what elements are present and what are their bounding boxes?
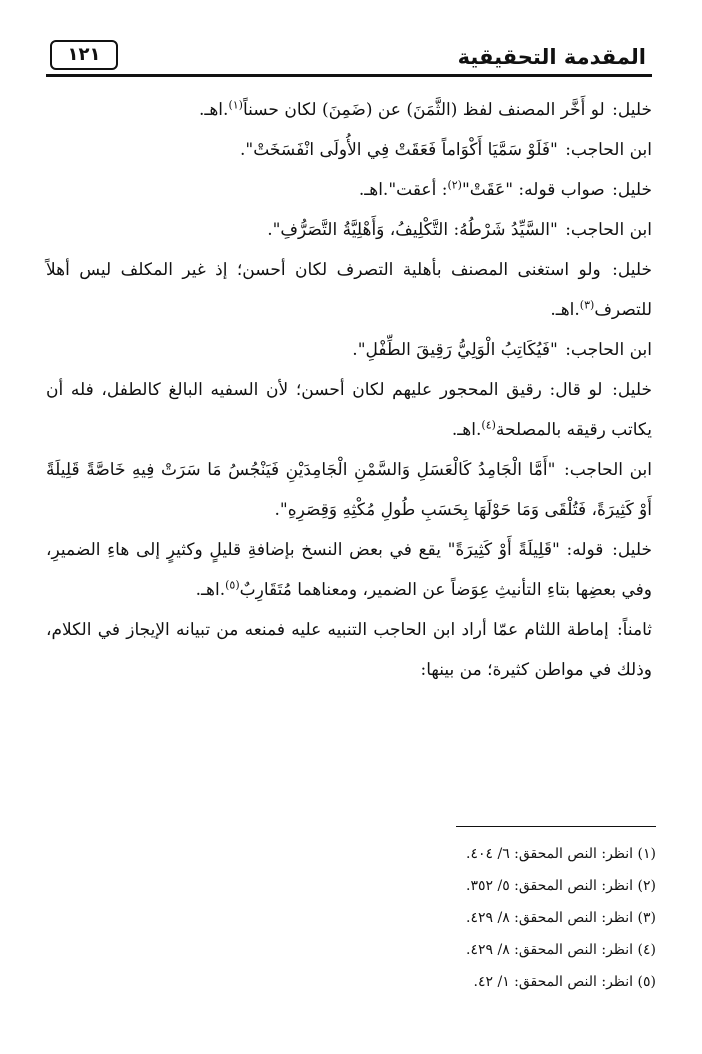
speaker-label: ابن الحاجب: [565, 220, 652, 240]
paragraph [46, 370, 652, 450]
speaker-label: ابن الحاجب: [565, 340, 652, 360]
speaker-label: ابن الحاجب: [564, 460, 652, 480]
paragraph-text: "فَلَوْ سَمَّيَا أَكْوَاماً فَعَقَتْ فِي الأُولَى انْفَسَخَتْ". [240, 140, 564, 160]
header-rule [46, 74, 652, 77]
paragraph [46, 330, 652, 370]
paragraph-text: إماطة اللثام عمّا أراد ابن الحاجب التنبيه عليه فمنعه من تبيانه الإيجاز في الكلام، وذلك في مواطن كثيرة؛ من بينها: [46, 620, 652, 680]
speaker-label: خليل: [612, 260, 652, 280]
speaker-label: خليل: [612, 100, 652, 120]
paragraph-text: "أَمَّا الْجَامِدُ كَالْعَسَلِ وَالسَّمْنِ الْجَامِدَيْنِ فَيَنْجُسُ مَا سَرَتْ فِيهِ خَاصَّةً قَلِيلَةً أَوْ كَثِيرَةً، فَتُلْقَى وَمَا حَوْلَهَا بِحَسَبِ طُولِ مُكْثِهِ وَقِصَرِهِ". [46, 460, 652, 520]
running-title: المقدمة التحقيقية [457, 45, 646, 69]
speaker-label: خليل: [612, 540, 652, 560]
paragraph-text: "السَّيِّدُ شَرْطُهُ: التَّكْلِيفُ، وَأَهْلِيَّةُ التَّصَرُّفِ". [267, 220, 564, 240]
footnote-marker: (١) [228, 98, 243, 112]
footnote-marker: (٤) [481, 418, 496, 432]
footnote-marker: (٢) [447, 178, 462, 192]
paragraph-tail: : أعقت".اهـ. [358, 180, 448, 200]
paragraph-text: لو أَخَّر المصنف لفظ (الثَّمَنَ) عن (ضَمِنَ) لكان حسناً [242, 100, 611, 120]
paragraph-text: صواب قوله: "عَقَتْ" [461, 180, 611, 200]
body-text [46, 90, 652, 690]
paragraph-tail: .اهـ. [550, 300, 580, 320]
footnotes [50, 838, 656, 998]
paragraph [46, 450, 652, 530]
footnote: (١) انظر: النص المحقق: ٦/ ٤٠٤. [466, 846, 656, 862]
paragraph-text: ولو استغنى المصنف بأهلية التصرف لكان أحسن؛ إذ غير المكلف ليس أهلاً للتصرف [46, 260, 652, 320]
paragraph-text: قوله: "قَلِيلَةً أَوْ كَثِيرَةً" يقع في بعض النسخ بإضافةِ قليلٍ وكثيرٍ إلى هاءِ الضميرِ، وفي بعضِها بتاءِ التأنيثِ عِوَضاً عن الضمير، ومعناهما مُتَقَارِبٌ [46, 540, 652, 600]
page-number: ١٢١ [50, 40, 118, 70]
footnote-marker: (٣) [579, 298, 595, 312]
footnote: (٥) انظر: النص المحقق: ١/ ٤٢. [473, 974, 656, 990]
footnote: (٣) انظر: النص المحقق: ٨/ ٤٢٩. [466, 910, 656, 926]
paragraph-tail: .اهـ. [198, 100, 229, 120]
speaker-label: خليل: [612, 180, 652, 200]
speaker-label: ابن الحاجب: [565, 140, 652, 160]
paragraph [46, 210, 652, 250]
paragraph [46, 610, 652, 690]
paragraph [46, 170, 652, 210]
footnote-rule [456, 826, 656, 827]
paragraph-tail: .اهـ. [195, 580, 226, 600]
paragraph [46, 530, 652, 610]
footnote-marker: (٥) [225, 578, 240, 592]
paragraph [46, 130, 652, 170]
paragraph [46, 250, 652, 330]
speaker-label: خليل: [612, 380, 652, 400]
paragraph-text: "فَيُكَاتِبُ الْوَلِيُّ رَقِيقَ الطِّفْلِ". [352, 340, 564, 360]
paragraph-tail: .اهـ. [451, 420, 482, 440]
section-label: ثامناً: [616, 620, 652, 640]
paragraph [46, 90, 652, 130]
paragraph-text: لو قال: رقيق المحجور عليهم لكان أحسن؛ لأن السفيه البالغ كالطفل، فله أن يكاتب رقيقه بالمصلحة [46, 380, 652, 440]
footnote: (٤) انظر: النص المحقق: ٨/ ٤٢٩. [466, 942, 656, 958]
footnote: (٢) انظر: النص المحقق: ٥/ ٣٥٢. [466, 878, 656, 894]
page-header [46, 38, 652, 78]
